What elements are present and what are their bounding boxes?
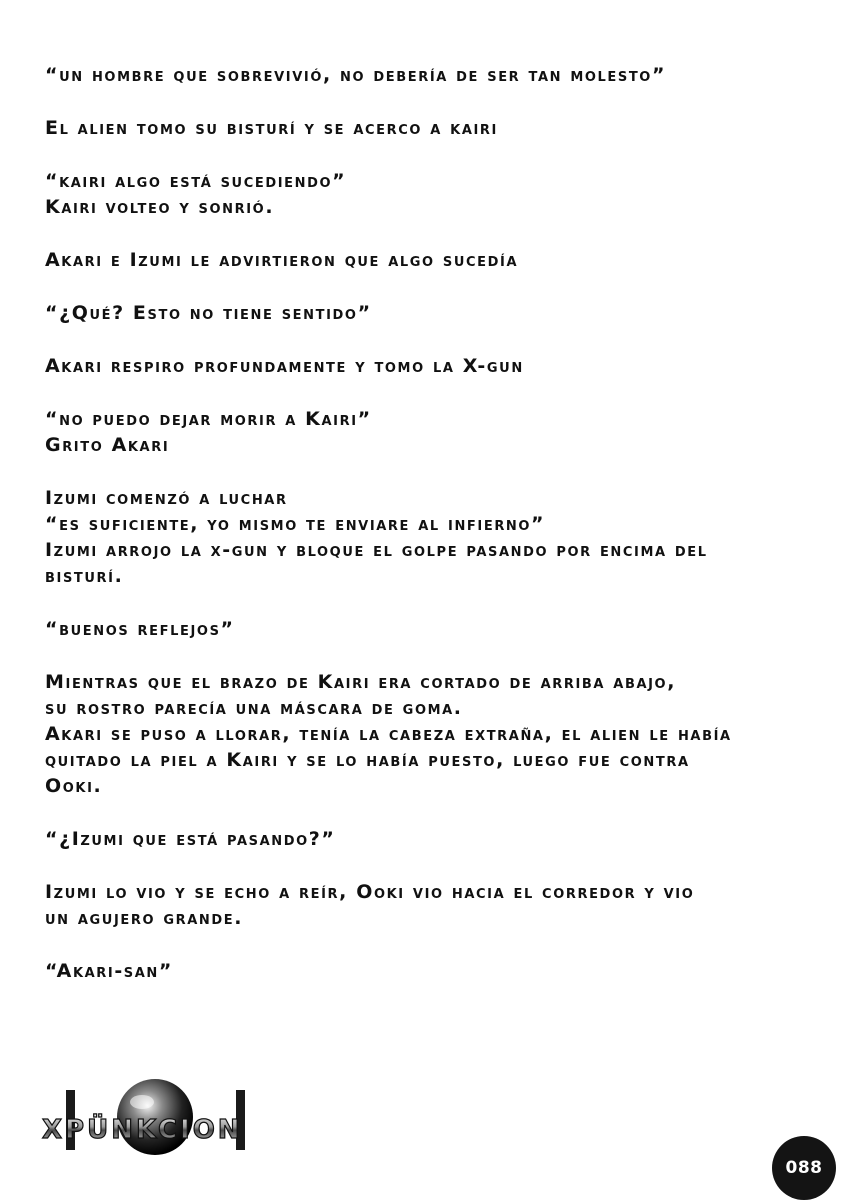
paragraph — [45, 300, 845, 326]
paragraph — [45, 485, 845, 589]
text-line: un agujero grande. — [45, 907, 244, 929]
paragraph — [45, 958, 845, 984]
text-line: su rostro parecía una máscara de goma. — [45, 697, 463, 719]
text-line: “¿Izumi que está pasando?” — [45, 828, 336, 850]
paragraph — [45, 115, 845, 141]
paragraph — [45, 826, 845, 852]
paragraph — [45, 879, 845, 931]
text-line: “Akari-san” — [45, 960, 174, 982]
xpunkcion-logo — [38, 1072, 308, 1162]
paragraph — [45, 168, 845, 220]
text-line: “es suficiente, yo mismo te enviare al infierno” — [45, 513, 546, 535]
text-line: Akari se puso a llorar, tenía la cabeza extraña, el alien le había — [45, 723, 732, 745]
text-line: “¿Qué? Esto no tiene sentido” — [45, 302, 372, 324]
text-line: bisturí. — [45, 565, 124, 587]
paragraph — [45, 616, 845, 642]
text-line: “no puedo dejar morir a Kairi” — [45, 408, 372, 430]
document-body — [45, 62, 845, 1011]
paragraph — [45, 62, 845, 88]
text-line: Akari e Izumi le advirtieron que algo sucedía — [45, 249, 519, 271]
text-line: “kairi algo está sucediendo” — [45, 170, 347, 192]
paragraph — [45, 406, 845, 458]
text-line: Mientras que el brazo de Kairi era cortado de arriba abajo, — [45, 671, 677, 693]
text-line: “un hombre que sobrevivió, no debería de ser tan molesto” — [45, 64, 667, 86]
text-line: Izumi comenzó a luchar — [45, 487, 288, 509]
text-line: Ooki. — [45, 775, 103, 797]
page-number: 088 — [772, 1136, 836, 1200]
sphere-logo-icon — [38, 1072, 308, 1162]
text-line: Kairi volteo y sonrió. — [45, 196, 275, 218]
text-line: Akari respiro profundamente y tomo la X-gun — [45, 355, 524, 377]
text-line: “buenos reflejos” — [45, 618, 235, 640]
text-line: Izumi lo vio y se echo a reír, Ooki vio hacia el corredor y vio — [45, 881, 695, 903]
text-line: quitado la piel a Kairi y se lo había puesto, luego fue contra — [45, 749, 690, 771]
text-line: Izumi arrojo la x-gun y bloque el golpe pasando por encima del — [45, 539, 708, 561]
paragraph — [45, 247, 845, 273]
logo-text: XPÜNKCION — [42, 1115, 243, 1145]
paragraph — [45, 353, 845, 379]
paragraph — [45, 669, 845, 799]
text-line: Grito Akari — [45, 434, 170, 456]
text-line: El alien tomo su bisturí y se acerco a kairi — [45, 117, 498, 139]
